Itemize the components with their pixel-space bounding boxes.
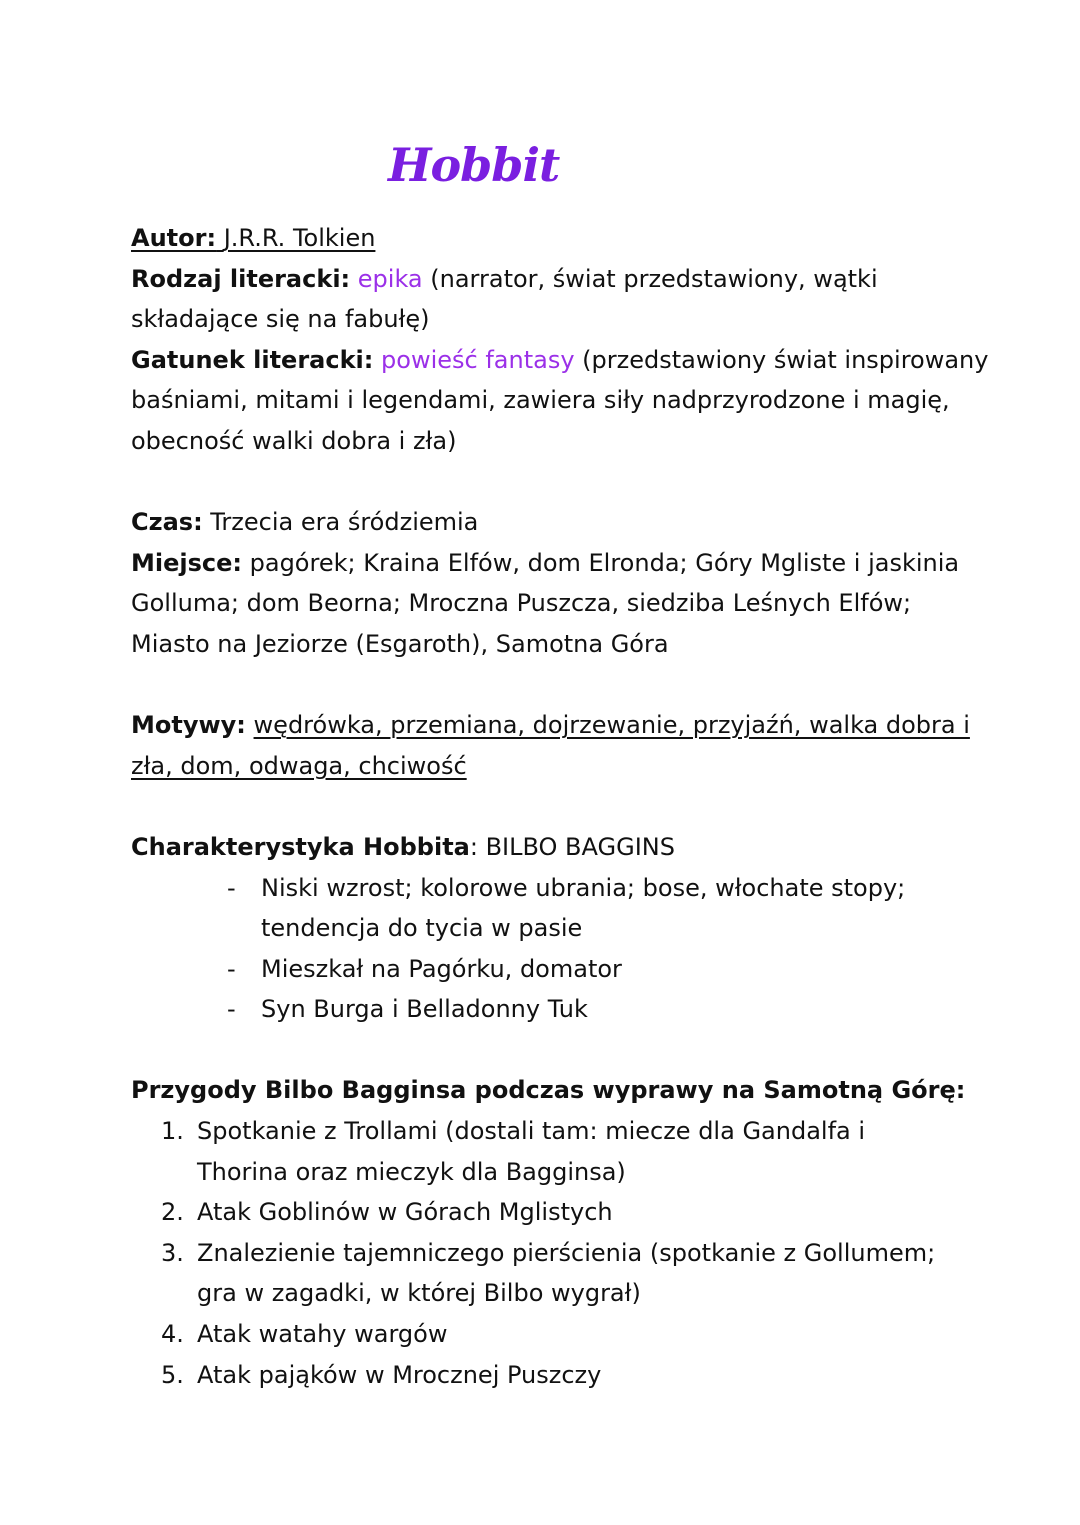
gatunek-label: Gatunek literacki: <box>131 345 374 374</box>
miejsce-line-1 <box>131 543 961 584</box>
czas-line <box>131 502 961 543</box>
list-item: 3. Znalezienie tajemniczego pierścienia (spotkanie z Gollumem; gra w zagadki, w której Bilbo wygrał) <box>161 1238 936 1308</box>
miejsce-line-3: Miasto na Jeziorze (Esgaroth), Samotna Góra <box>131 629 669 658</box>
rodzaj-label: Rodzaj literacki: <box>131 264 351 293</box>
list-item: - Syn Burga i Belladonny Tuk <box>227 995 588 1024</box>
motywy-line-1 <box>131 705 970 746</box>
rodzaj-line-1 <box>131 259 961 300</box>
motywy-label: Motywy: <box>131 711 246 740</box>
gatunek-line-1 <box>131 340 989 381</box>
document-body <box>131 218 989 1395</box>
spacer <box>131 1030 961 1071</box>
gatunek-line-3: obecność walki dobra i zła) <box>131 426 457 455</box>
list-item: - Niski wzrost; kolorowe ubrania; bose, włochate stopy; tendencja do tycia w pasie <box>227 873 906 943</box>
rodzaj-highlight: epika <box>357 264 423 293</box>
list-item: - Mieszkał na Pagórku, domator <box>227 954 622 983</box>
charakterystyka-colon: : <box>469 832 478 861</box>
motywy-value: wędrówka, przemiana, dojrzewanie, przyjaźń, walka dobra i <box>253 711 970 740</box>
przygody-list <box>131 1111 961 1395</box>
przygody-heading: Przygody Bilbo Bagginsa podczas wyprawy na Samotną Górę: <box>131 1076 966 1105</box>
miejsce-line-2: Golluma; dom Beorna; Mroczna Puszcza, siedziba Leśnych Elfów; <box>131 589 912 618</box>
charakterystyka-label: Charakterystyka Hobbita <box>131 832 470 861</box>
gatunek-rest: (przedstawiony świat inspirowany <box>574 345 989 374</box>
charakterystyka-value: BILBO BAGGINS <box>477 832 675 861</box>
list-item: 2. Atak Goblinów w Górach Mglistych <box>161 1198 613 1227</box>
autor-line <box>131 218 961 259</box>
charakterystyka-list <box>131 868 961 1030</box>
spacer <box>131 462 961 503</box>
motywy-line-2 <box>131 746 961 787</box>
spacer <box>131 665 961 706</box>
page-title: Hobbit <box>388 138 560 192</box>
gatunek-line-2: baśniami, mitami i legendami, zawiera siły nadprzyrodzone i magię, <box>131 386 950 415</box>
list-item: 1. Spotkanie z Trollami (dostali tam: miecze dla Gandalfa i Thorina oraz mieczyk dla Bagginsa) <box>161 1117 866 1186</box>
rodzaj-line-2: składające się na fabułę) <box>131 305 430 334</box>
spacer <box>131 786 961 827</box>
motywy-value-cont: zła, dom, odwaga, chciwość <box>131 751 467 780</box>
charakterystyka-line <box>131 827 961 868</box>
list-item: 4. Atak watahy wargów <box>161 1320 448 1349</box>
autor-value: J.R.R. Tolkien <box>223 224 376 252</box>
rodzaj-rest: (narrator, świat przedstawiony, wątki <box>422 264 878 293</box>
czas-label: Czas: <box>131 508 203 537</box>
gatunek-highlight: powieść fantasy <box>381 345 575 374</box>
autor-label: Autor: <box>131 224 217 252</box>
miejsce-value: pagórek; Kraina Elfów, dom Elronda; Góry Mgliste i jaskinia <box>242 548 960 577</box>
czas-value: Trzecia era śródziemia <box>202 508 479 537</box>
list-item: 5. Atak pająków w Mrocznej Puszczy <box>161 1360 602 1389</box>
miejsce-label: Miejsce: <box>131 548 242 577</box>
